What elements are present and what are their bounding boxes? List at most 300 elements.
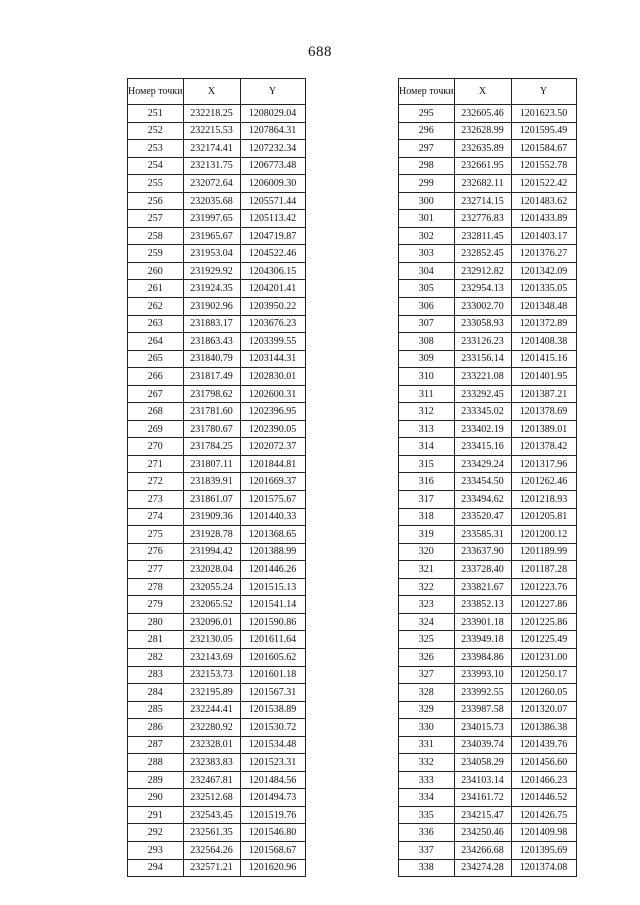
cell-x: 233728.40 [454, 561, 511, 579]
cell-y: 1201538.89 [240, 701, 305, 719]
cell-y: 1201515.13 [240, 578, 305, 596]
cell-point-number: 270 [128, 438, 184, 456]
table-row [128, 841, 306, 859]
cell-point-number: 260 [128, 262, 184, 280]
cell-point-number: 333 [399, 771, 455, 789]
table-row [399, 719, 577, 737]
cell-x: 232328.01 [183, 736, 240, 754]
cell-x: 233429.24 [454, 455, 511, 473]
cell-point-number: 334 [399, 789, 455, 807]
table-row [399, 438, 577, 456]
table-row [399, 491, 577, 509]
cell-y: 1201389.01 [511, 420, 576, 438]
cell-point-number: 323 [399, 596, 455, 614]
table-row [399, 350, 577, 368]
cell-x: 233821.67 [454, 578, 511, 596]
cell-y: 1201605.62 [240, 648, 305, 666]
cell-point-number: 264 [128, 333, 184, 351]
table-row [399, 473, 577, 491]
cell-x: 232244.41 [183, 701, 240, 719]
cell-x: 234161.72 [454, 789, 511, 807]
cell-y: 1201200.12 [511, 526, 576, 544]
cell-x: 231780.67 [183, 420, 240, 438]
cell-point-number: 336 [399, 824, 455, 842]
table-row [399, 157, 577, 175]
cell-point-number: 268 [128, 403, 184, 421]
cell-y: 1201611.64 [240, 631, 305, 649]
cell-point-number: 301 [399, 210, 455, 228]
cell-y: 1201530.72 [240, 719, 305, 737]
cell-point-number: 298 [399, 157, 455, 175]
cell-x: 232571.21 [183, 859, 240, 877]
table-row [399, 631, 577, 649]
cell-y: 1201595.49 [511, 122, 576, 140]
cell-point-number: 284 [128, 684, 184, 702]
cell-y: 1201376.27 [511, 245, 576, 263]
cell-x: 231902.96 [183, 298, 240, 316]
cell-y: 1201387.21 [511, 385, 576, 403]
cell-x: 233992.55 [454, 684, 511, 702]
table-row [128, 105, 306, 123]
cell-point-number: 308 [399, 333, 455, 351]
cell-point-number: 322 [399, 578, 455, 596]
cell-y: 1201494.73 [240, 789, 305, 807]
cell-y: 1201262.46 [511, 473, 576, 491]
table-header-row [128, 79, 306, 105]
cell-x: 232543.45 [183, 806, 240, 824]
table-row [399, 596, 577, 614]
cell-y: 1201623.50 [511, 105, 576, 123]
cell-y: 1201260.05 [511, 684, 576, 702]
coordinates-table-body [128, 105, 306, 877]
cell-x: 233520.47 [454, 508, 511, 526]
cell-y: 1201225.49 [511, 631, 576, 649]
cell-point-number: 256 [128, 192, 184, 210]
table-row [128, 789, 306, 807]
table-row [399, 561, 577, 579]
cell-point-number: 338 [399, 859, 455, 877]
table-row [128, 210, 306, 228]
cell-x: 231861.07 [183, 491, 240, 509]
table-row [128, 771, 306, 789]
cell-point-number: 329 [399, 701, 455, 719]
cell-y: 1201584.67 [511, 140, 576, 158]
table-row [399, 684, 577, 702]
cell-point-number: 315 [399, 455, 455, 473]
table-row [399, 613, 577, 631]
cell-point-number: 274 [128, 508, 184, 526]
cell-x: 232912.82 [454, 262, 511, 280]
cell-y: 1201378.69 [511, 403, 576, 421]
cell-point-number: 252 [128, 122, 184, 140]
cell-y: 1203144.31 [240, 350, 305, 368]
cell-x: 233292.45 [454, 385, 511, 403]
cell-point-number: 312 [399, 403, 455, 421]
cell-x: 233984.86 [454, 648, 511, 666]
table-row [128, 245, 306, 263]
cell-x: 233058.93 [454, 315, 511, 333]
table-row [128, 473, 306, 491]
cell-point-number: 299 [399, 175, 455, 193]
cell-point-number: 272 [128, 473, 184, 491]
cell-x: 231994.42 [183, 543, 240, 561]
table-row [128, 719, 306, 737]
cell-point-number: 310 [399, 368, 455, 386]
cell-point-number: 269 [128, 420, 184, 438]
table-row [128, 298, 306, 316]
cell-point-number: 300 [399, 192, 455, 210]
cell-y: 1201317.96 [511, 455, 576, 473]
table-row [128, 491, 306, 509]
cell-x: 233993.10 [454, 666, 511, 684]
cell-x: 232218.25 [183, 105, 240, 123]
cell-point-number: 253 [128, 140, 184, 158]
table-row [399, 315, 577, 333]
cell-y: 1208029.04 [240, 105, 305, 123]
table-row [128, 631, 306, 649]
cell-x: 232852.45 [454, 245, 511, 263]
table-row [128, 192, 306, 210]
table-row [128, 666, 306, 684]
cell-x: 232561.35 [183, 824, 240, 842]
table-row [399, 806, 577, 824]
table-row [128, 526, 306, 544]
cell-x: 231781.60 [183, 403, 240, 421]
cell-y: 1201483.62 [511, 192, 576, 210]
cell-y: 1206009.30 [240, 175, 305, 193]
table-row [399, 140, 577, 158]
cell-y: 1204306.15 [240, 262, 305, 280]
cell-y: 1201567.31 [240, 684, 305, 702]
cell-x: 232383.83 [183, 754, 240, 772]
cell-y: 1201395.69 [511, 841, 576, 859]
cell-y: 1201320.07 [511, 701, 576, 719]
cell-x: 232467.81 [183, 771, 240, 789]
table-row [128, 438, 306, 456]
coordinates-table-body [399, 105, 577, 877]
cell-point-number: 261 [128, 280, 184, 298]
table-row [399, 736, 577, 754]
cell-point-number: 282 [128, 648, 184, 666]
cell-y: 1201335.05 [511, 280, 576, 298]
cell-y: 1205571.44 [240, 192, 305, 210]
header-y: Y [511, 79, 576, 105]
cell-y: 1201368.65 [240, 526, 305, 544]
cell-x: 231817.49 [183, 368, 240, 386]
cell-y: 1201401.95 [511, 368, 576, 386]
table-row [128, 754, 306, 772]
cell-y: 1201187.28 [511, 561, 576, 579]
cell-x: 234250.46 [454, 824, 511, 842]
table-row [399, 280, 577, 298]
cell-y: 1205113.42 [240, 210, 305, 228]
cell-point-number: 313 [399, 420, 455, 438]
cell-x: 231953.04 [183, 245, 240, 263]
table-row [399, 245, 577, 263]
cell-x: 234215.47 [454, 806, 511, 824]
cell-x: 232628.99 [454, 122, 511, 140]
cell-y: 1201456.60 [511, 754, 576, 772]
cell-point-number: 306 [399, 298, 455, 316]
cell-point-number: 316 [399, 473, 455, 491]
cell-y: 1201433.89 [511, 210, 576, 228]
cell-y: 1201205.81 [511, 508, 576, 526]
table-row [128, 403, 306, 421]
header-x: X [454, 79, 511, 105]
cell-x: 232682.11 [454, 175, 511, 193]
cell-point-number: 297 [399, 140, 455, 158]
cell-point-number: 292 [128, 824, 184, 842]
cell-y: 1202600.31 [240, 385, 305, 403]
cell-x: 233454.50 [454, 473, 511, 491]
cell-point-number: 304 [399, 262, 455, 280]
cell-x: 231929.92 [183, 262, 240, 280]
cell-x: 234274.28 [454, 859, 511, 877]
cell-point-number: 257 [128, 210, 184, 228]
cell-x: 234015.73 [454, 719, 511, 737]
cell-x: 234058.29 [454, 754, 511, 772]
cell-x: 231839.91 [183, 473, 240, 491]
cell-x: 232153.73 [183, 666, 240, 684]
cell-point-number: 337 [399, 841, 455, 859]
cell-y: 1201218.93 [511, 491, 576, 509]
table-row [399, 175, 577, 193]
cell-x: 232174.41 [183, 140, 240, 158]
cell-y: 1201620.96 [240, 859, 305, 877]
table-row [128, 262, 306, 280]
cell-point-number: 295 [399, 105, 455, 123]
table-row [128, 701, 306, 719]
cell-point-number: 332 [399, 754, 455, 772]
cell-point-number: 287 [128, 736, 184, 754]
cell-point-number: 317 [399, 491, 455, 509]
cell-point-number: 296 [399, 122, 455, 140]
cell-x: 233345.02 [454, 403, 511, 421]
cell-point-number: 289 [128, 771, 184, 789]
cell-point-number: 258 [128, 227, 184, 245]
cell-point-number: 271 [128, 455, 184, 473]
cell-x: 232072.64 [183, 175, 240, 193]
cell-point-number: 327 [399, 666, 455, 684]
cell-y: 1201844.81 [240, 455, 305, 473]
cell-x: 231807.11 [183, 455, 240, 473]
cell-y: 1203399.55 [240, 333, 305, 351]
cell-point-number: 290 [128, 789, 184, 807]
table-row [399, 789, 577, 807]
cell-point-number: 285 [128, 701, 184, 719]
cell-y: 1201446.52 [511, 789, 576, 807]
cell-x: 233002.70 [454, 298, 511, 316]
cell-y: 1201669.37 [240, 473, 305, 491]
cell-x: 231798.62 [183, 385, 240, 403]
cell-y: 1201250.17 [511, 666, 576, 684]
coordinates-table-left [127, 78, 306, 877]
cell-y: 1201541.14 [240, 596, 305, 614]
cell-y: 1201446.26 [240, 561, 305, 579]
cell-x: 231928.78 [183, 526, 240, 544]
cell-point-number: 314 [399, 438, 455, 456]
cell-y: 1201189.99 [511, 543, 576, 561]
cell-y: 1201426.75 [511, 806, 576, 824]
cell-y: 1204719.87 [240, 227, 305, 245]
table-row [399, 262, 577, 280]
cell-point-number: 254 [128, 157, 184, 175]
cell-x: 231863.43 [183, 333, 240, 351]
table-row [128, 315, 306, 333]
table-row [128, 561, 306, 579]
cell-y: 1201552.78 [511, 157, 576, 175]
cell-x: 232564.26 [183, 841, 240, 859]
cell-y: 1201374.08 [511, 859, 576, 877]
header-point-number: Номер точки [399, 79, 455, 105]
table-row [128, 684, 306, 702]
cell-point-number: 293 [128, 841, 184, 859]
cell-point-number: 266 [128, 368, 184, 386]
cell-x: 232215.53 [183, 122, 240, 140]
cell-y: 1201546.80 [240, 824, 305, 842]
cell-point-number: 335 [399, 806, 455, 824]
cell-point-number: 251 [128, 105, 184, 123]
cell-x: 231840.79 [183, 350, 240, 368]
cell-y: 1204201.41 [240, 280, 305, 298]
cell-x: 233637.90 [454, 543, 511, 561]
cell-y: 1201590.86 [240, 613, 305, 631]
table-row [399, 701, 577, 719]
cell-point-number: 303 [399, 245, 455, 263]
cell-y: 1201415.16 [511, 350, 576, 368]
cell-x: 232714.15 [454, 192, 511, 210]
table-row [128, 420, 306, 438]
cell-x: 233221.08 [454, 368, 511, 386]
table-row [128, 578, 306, 596]
coordinates-table-right [398, 78, 577, 877]
cell-x: 231909.36 [183, 508, 240, 526]
table-row [399, 508, 577, 526]
cell-x: 233901.18 [454, 613, 511, 631]
cell-point-number: 328 [399, 684, 455, 702]
cell-y: 1202396.95 [240, 403, 305, 421]
cell-point-number: 302 [399, 227, 455, 245]
cell-x: 233156.14 [454, 350, 511, 368]
table-row [399, 105, 577, 123]
table-row [128, 736, 306, 754]
cell-point-number: 307 [399, 315, 455, 333]
cell-point-number: 267 [128, 385, 184, 403]
table-row [399, 420, 577, 438]
table-header-row [399, 79, 577, 105]
cell-x: 232605.46 [454, 105, 511, 123]
table-row [399, 859, 577, 877]
table-row [399, 648, 577, 666]
cell-y: 1201523.31 [240, 754, 305, 772]
cell-point-number: 294 [128, 859, 184, 877]
cell-point-number: 273 [128, 491, 184, 509]
cell-x: 231965.67 [183, 227, 240, 245]
cell-x: 233585.31 [454, 526, 511, 544]
table-row [128, 455, 306, 473]
cell-y: 1201372.89 [511, 315, 576, 333]
cell-x: 233494.62 [454, 491, 511, 509]
cell-x: 232661.95 [454, 157, 511, 175]
table-row [128, 385, 306, 403]
cell-x: 232280.92 [183, 719, 240, 737]
cell-x: 232055.24 [183, 578, 240, 596]
cell-point-number: 305 [399, 280, 455, 298]
table-row [399, 771, 577, 789]
cell-point-number: 318 [399, 508, 455, 526]
cell-y: 1206773.48 [240, 157, 305, 175]
cell-point-number: 278 [128, 578, 184, 596]
table-row [399, 526, 577, 544]
cell-point-number: 262 [128, 298, 184, 316]
table-row [128, 543, 306, 561]
cell-point-number: 311 [399, 385, 455, 403]
table-row [128, 140, 306, 158]
cell-y: 1207232.34 [240, 140, 305, 158]
table-row [128, 613, 306, 631]
table-row [399, 824, 577, 842]
cell-point-number: 283 [128, 666, 184, 684]
table-row [128, 368, 306, 386]
table-row [399, 841, 577, 859]
cell-point-number: 320 [399, 543, 455, 561]
table-row [399, 666, 577, 684]
cell-y: 1201466.23 [511, 771, 576, 789]
cell-y: 1201342.09 [511, 262, 576, 280]
cell-point-number: 319 [399, 526, 455, 544]
cell-x: 232811.45 [454, 227, 511, 245]
cell-point-number: 255 [128, 175, 184, 193]
cell-y: 1204522.46 [240, 245, 305, 263]
cell-y: 1201408.38 [511, 333, 576, 351]
table-row [399, 754, 577, 772]
table-row [399, 385, 577, 403]
cell-x: 231924.35 [183, 280, 240, 298]
cell-x: 232512.68 [183, 789, 240, 807]
table-row [399, 543, 577, 561]
cell-x: 233126.23 [454, 333, 511, 351]
table-row [399, 578, 577, 596]
cell-point-number: 324 [399, 613, 455, 631]
cell-x: 232954.13 [454, 280, 511, 298]
table-row [128, 508, 306, 526]
cell-x: 233852.13 [454, 596, 511, 614]
cell-x: 232035.68 [183, 192, 240, 210]
cell-point-number: 279 [128, 596, 184, 614]
table-row [399, 403, 577, 421]
cell-y: 1203676.23 [240, 315, 305, 333]
header-point-number: Номер точки [128, 79, 184, 105]
cell-x: 232028.04 [183, 561, 240, 579]
cell-point-number: 331 [399, 736, 455, 754]
table-row [399, 192, 577, 210]
cell-x: 234103.14 [454, 771, 511, 789]
cell-y: 1203950.22 [240, 298, 305, 316]
table-row [128, 175, 306, 193]
cell-point-number: 281 [128, 631, 184, 649]
table-row [128, 350, 306, 368]
cell-y: 1201522.42 [511, 175, 576, 193]
cell-point-number: 330 [399, 719, 455, 737]
cell-y: 1207864.31 [240, 122, 305, 140]
cell-y: 1201519.76 [240, 806, 305, 824]
cell-y: 1201388.99 [240, 543, 305, 561]
cell-y: 1201575.67 [240, 491, 305, 509]
cell-y: 1201534.48 [240, 736, 305, 754]
cell-y: 1202072.37 [240, 438, 305, 456]
cell-x: 232096.01 [183, 613, 240, 631]
cell-x: 233987.58 [454, 701, 511, 719]
